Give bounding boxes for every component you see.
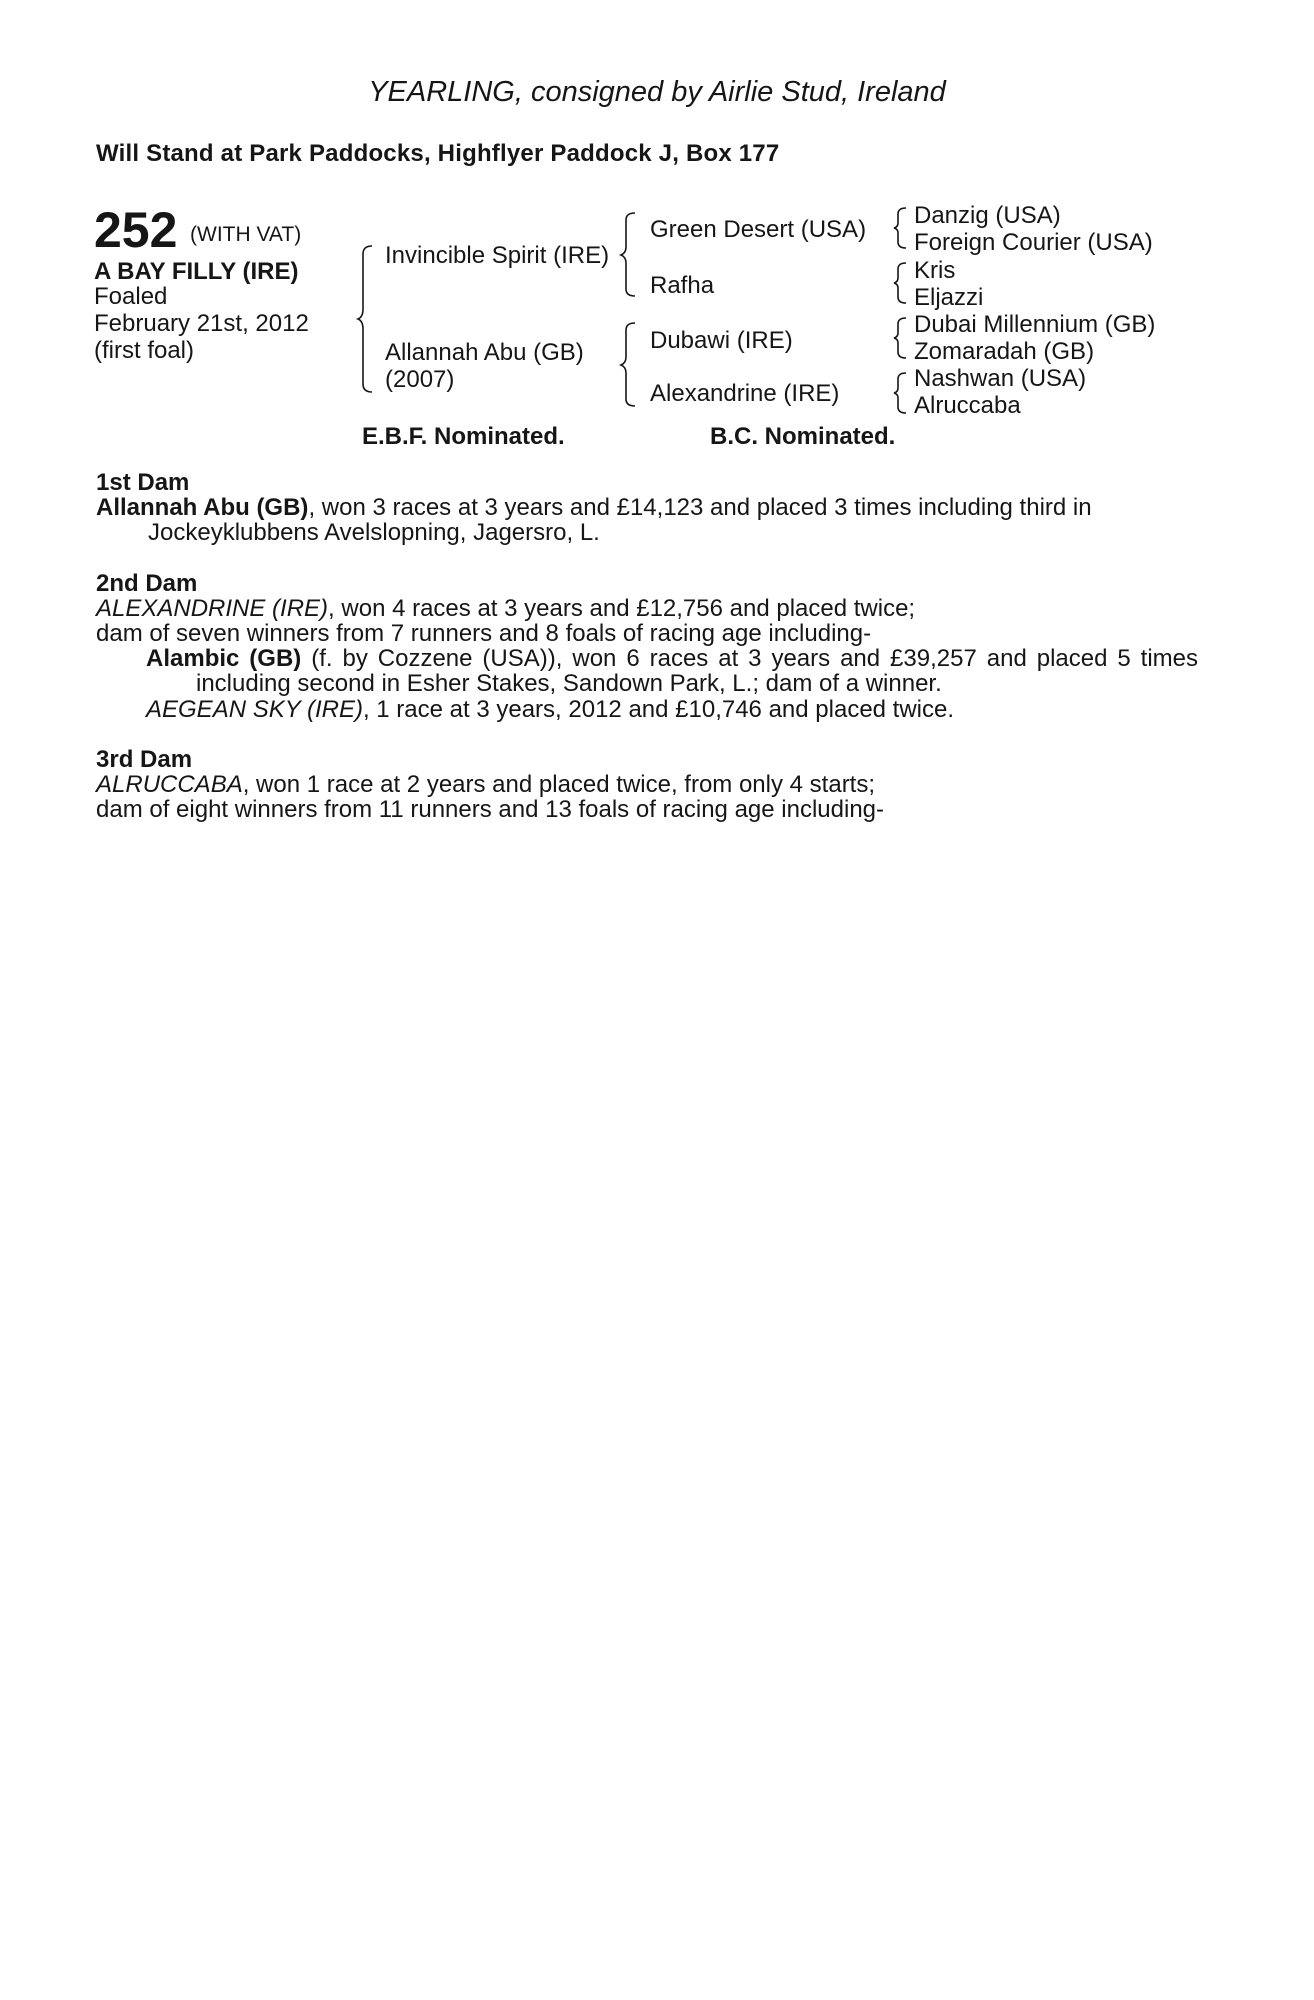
second-dam-produce: dam of seven winners from 7 runners and 8 foals of racing age including- bbox=[96, 620, 872, 648]
second-dam-entry bbox=[96, 596, 1198, 621]
pedigree-g3: Kris bbox=[914, 257, 956, 284]
pedigree-brace-g4 bbox=[894, 372, 908, 414]
aegean-sky-name: AEGEAN SKY (IRE) bbox=[146, 695, 363, 723]
alambic-name: Alambic (GB) bbox=[146, 645, 302, 673]
alambic-text: (f. by Cozzene (USA)), won 6 races at 3 years and £39,257 and placed 5 times including second in Esher Stakes, Sandown Park, L.; dam of a winner. bbox=[196, 645, 1199, 698]
pedigree-g7: Nashwan (USA) bbox=[914, 365, 1087, 392]
first-dam-heading: 1st Dam bbox=[96, 469, 190, 496]
third-dam-produce: dam of eight winners from 11 runners and 13 foals of racing age including- bbox=[96, 796, 885, 824]
pedigree-g5: Dubai Millennium (GB) bbox=[914, 311, 1156, 338]
first-dam-entry bbox=[96, 494, 1198, 547]
pedigree-brace-main bbox=[358, 245, 374, 395]
pedigree-brace-g3 bbox=[894, 317, 908, 359]
second-dam-heading: 2nd Dam bbox=[96, 569, 198, 597]
third-dam-line1: , won 1 race at 2 years and placed twice, from only 4 starts; bbox=[242, 771, 876, 799]
first-dam-text: , won 3 races at 3 years and £14,123 and placed 3 times including third in Jockeyklubbens Avelslopning, Jagersro, L. bbox=[148, 494, 1092, 547]
alambic-entry bbox=[146, 645, 1199, 698]
pedigree-dam-dam: Alexandrine (IRE) bbox=[650, 380, 840, 407]
pedigree-g4: Eljazzi bbox=[914, 284, 984, 311]
catalogue-body bbox=[96, 470, 1198, 822]
ebf-nominated: E.B.F. Nominated. bbox=[362, 423, 565, 450]
third-dam-name: ALRUCCABA bbox=[96, 771, 243, 799]
lot-number: 252 bbox=[94, 202, 178, 258]
foaled-date: February 21st, 2012 bbox=[94, 310, 309, 337]
aegean-sky-text: , 1 race at 3 years, 2012 and £10,746 and placed twice. bbox=[362, 695, 955, 723]
pedigree-sire-dam: Rafha bbox=[650, 272, 715, 299]
pedigree-sire-sire: Green Desert (USA) bbox=[650, 216, 867, 243]
vat-note: (WITH VAT) bbox=[190, 223, 302, 246]
pedigree-sire: Invincible Spirit (IRE) bbox=[385, 242, 610, 269]
first-dam-name: Allannah Abu (GB) bbox=[96, 494, 309, 522]
pedigree-brace-g1 bbox=[894, 207, 908, 249]
stand-location: Will Stand at Park Paddocks, Highflyer Paddock J, Box 177 bbox=[96, 140, 780, 167]
second-dam-line1: , won 4 races at 3 years and £12,756 and placed twice; bbox=[328, 594, 916, 622]
lot-name: A BAY FILLY (IRE) bbox=[94, 258, 299, 285]
pedigree-brace-dam bbox=[621, 322, 637, 408]
pedigree-dam-year: (2007) bbox=[385, 366, 455, 393]
pedigree-g6: Zomaradah (GB) bbox=[914, 338, 1095, 365]
third-dam-entry bbox=[96, 772, 1198, 797]
pedigree-g1: Danzig (USA) bbox=[914, 202, 1061, 229]
pedigree-g8: Alruccaba bbox=[914, 392, 1021, 419]
second-dam-name: ALEXANDRINE (IRE) bbox=[96, 594, 329, 622]
foal-note: (first foal) bbox=[94, 337, 195, 364]
page-title: YEARLING, consigned by Airlie Stud, Ireland bbox=[368, 76, 946, 108]
pedigree-g2: Foreign Courier (USA) bbox=[914, 229, 1153, 256]
aegean-sky-entry bbox=[146, 695, 1198, 723]
third-dam-heading: 3rd Dam bbox=[96, 745, 193, 773]
foaled-label: Foaled bbox=[94, 283, 168, 310]
pedigree-brace-g2 bbox=[894, 262, 908, 304]
pedigree-dam: Allannah Abu (GB) bbox=[385, 339, 584, 366]
pedigree-brace-sire bbox=[621, 212, 637, 298]
bc-nominated: B.C. Nominated. bbox=[710, 423, 896, 450]
pedigree-dam-sire: Dubawi (IRE) bbox=[650, 327, 793, 354]
